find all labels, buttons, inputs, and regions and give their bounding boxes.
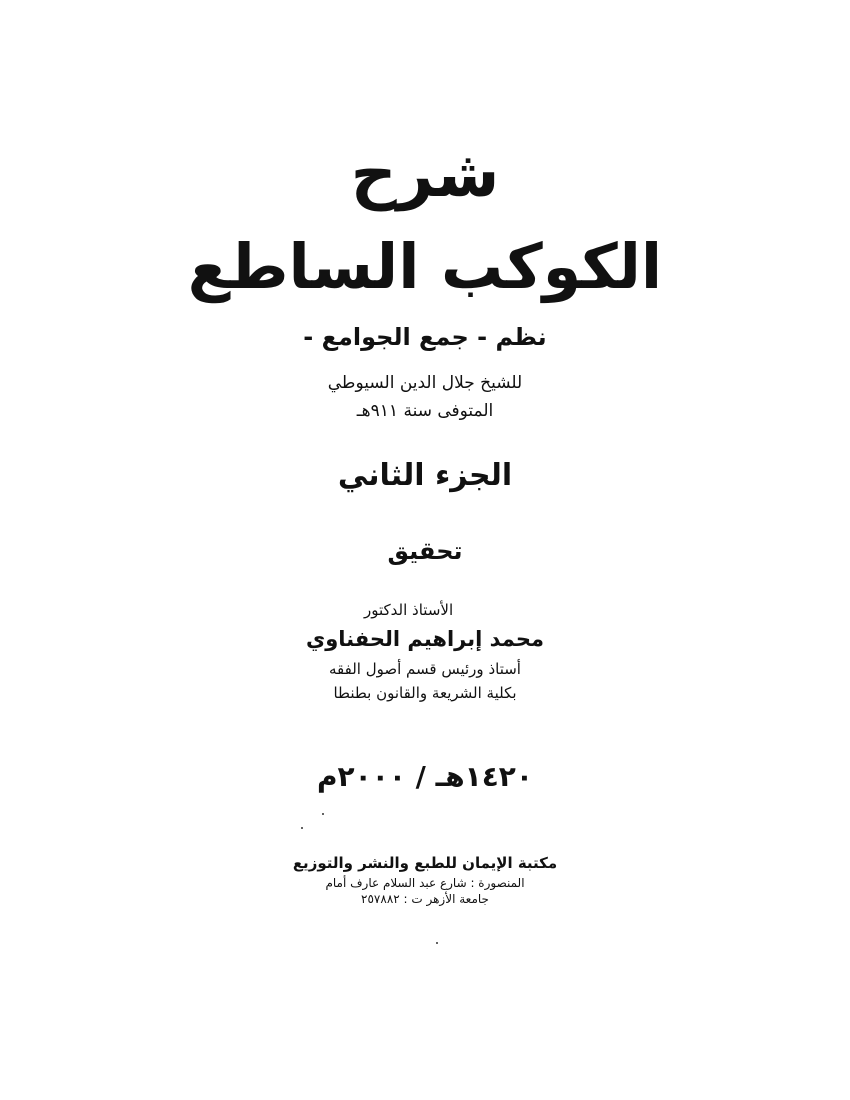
publisher-address-line-1: المنصورة : شارع عبد السلام عارف أمام bbox=[325, 876, 525, 890]
scan-speck bbox=[436, 942, 438, 944]
editor-name: محمد إبراهيم الحفناوي bbox=[305, 627, 544, 651]
author-line: للشيخ جلال الدين السيوطي bbox=[327, 373, 523, 393]
publication-date: ١٤٢٠هـ / ٢٠٠٠م bbox=[317, 760, 533, 793]
scan-speck bbox=[322, 813, 324, 815]
editor-position-line-1: أستاذ ورئيس قسم أصول الفقه bbox=[329, 660, 521, 678]
editor-position-line-2: بكلية الشريعة والقانون بطنطا bbox=[333, 684, 517, 702]
scan-speck bbox=[301, 827, 303, 829]
tahqiq-heading: تحقيق bbox=[387, 537, 463, 565]
publisher-name: مكتبة الإيمان للطبع والنشر والتوزيع bbox=[292, 854, 558, 872]
volume-label: الجزء الثاني bbox=[337, 458, 513, 493]
book-subtitle: نظم - جمع الجوامع - bbox=[303, 323, 547, 351]
book-title: الكوكب الساطع bbox=[187, 230, 663, 303]
book-title-word: شرح bbox=[350, 138, 500, 212]
editor-title: الأستاذ الدكتور bbox=[364, 601, 454, 619]
author-death-date: المتوفى سنة ٩١١هـ bbox=[356, 401, 494, 421]
publisher-address-line-2: جامعة الأزهر ت : ٢٥٧٨٨٢ bbox=[361, 892, 489, 906]
